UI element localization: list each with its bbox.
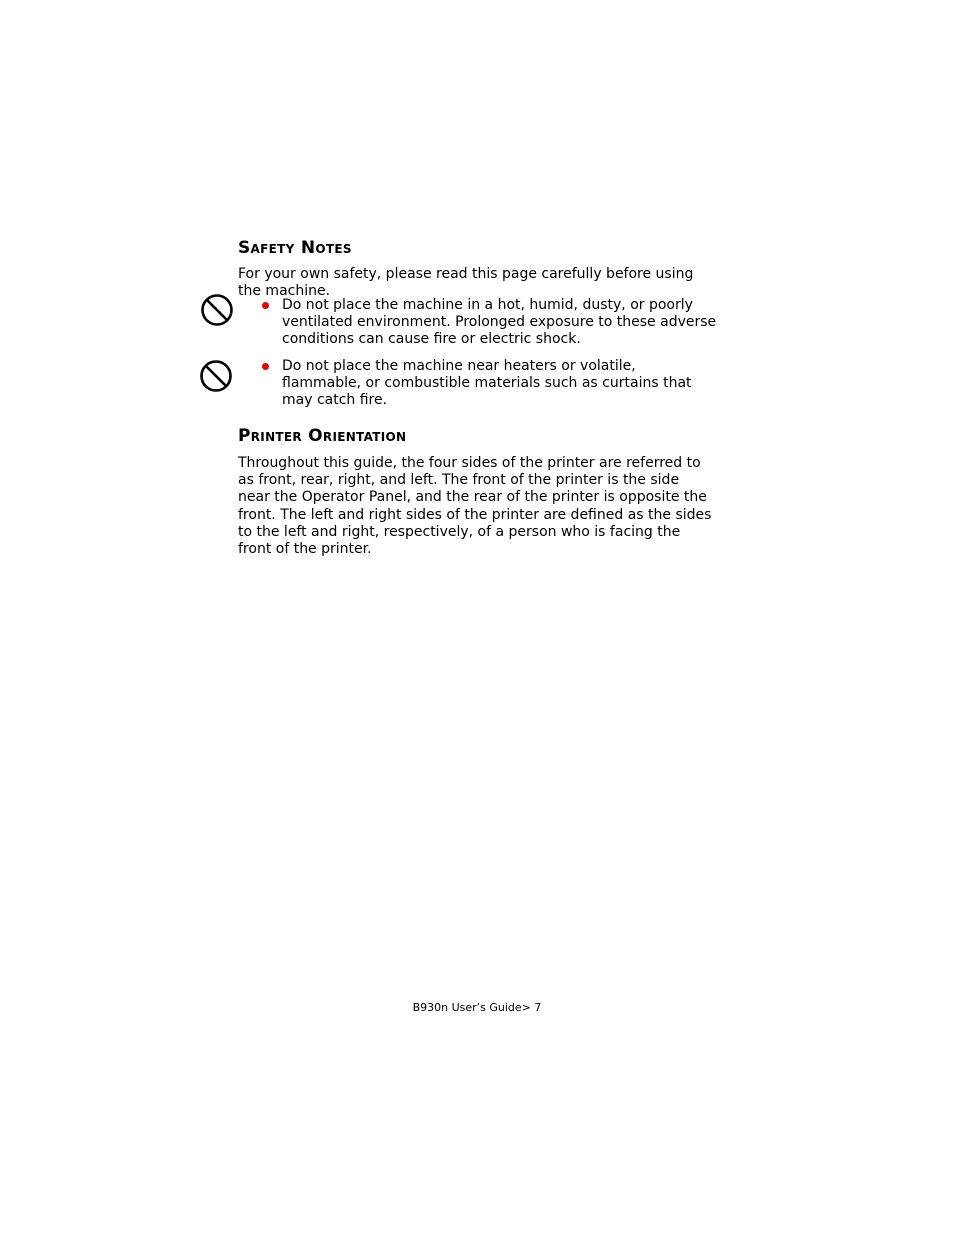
page-footer: B930n User’s Guide> 7	[412, 1001, 542, 1014]
safety-intro-text: For your own safety, please read this page carefully before using the machine.	[238, 266, 694, 300]
safety-bullet-text: Do not place the machine in a hot, humid, dusty, or poorly ventilated environment. Prolonged exposure to these adverse conditions can cause fire or electric shock.	[282, 297, 717, 348]
safety-bullet-text: Do not place the machine near heaters or volatile, flammable, or combustible materials such as curtains that may catch fire.	[282, 358, 692, 409]
prohibition-icon	[199, 359, 233, 393]
orientation-body-text: Throughout this guide, the four sides of the printer are referred to as front, rear, right, and left. The front of the printer is the side near the Operator Panel, and the rear of the printer is opposite the front. The left and right sides of the printer are defined as the sides to the left and right, respectively, of a person who is facing the front of the printer.	[238, 455, 712, 558]
prohibition-icon	[200, 293, 234, 327]
bullet-dot-icon	[262, 302, 269, 309]
bullet-dot-icon	[262, 363, 269, 370]
section-title-safety-notes: Safety Notes	[238, 238, 352, 258]
section-title-printer-orientation: Printer Orientation	[238, 426, 407, 446]
